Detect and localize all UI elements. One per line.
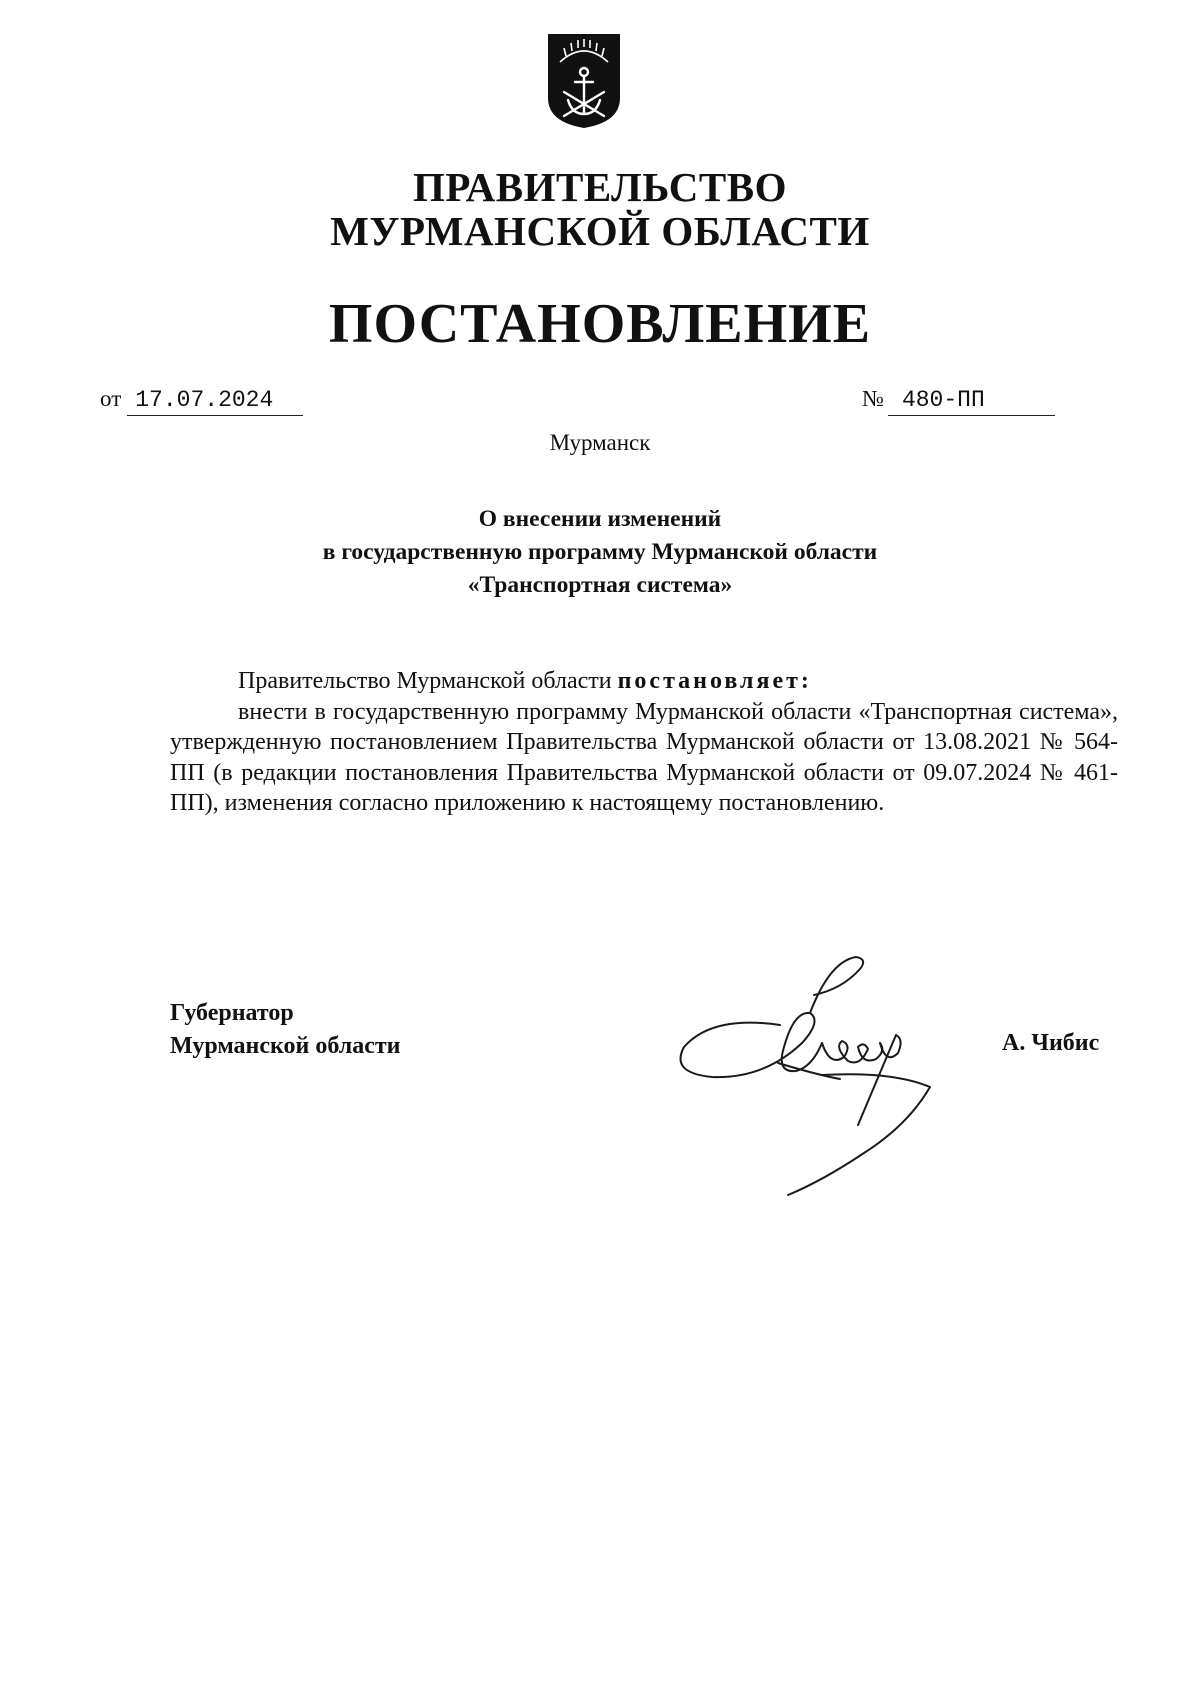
subject-line2: в государственную программу Мурманской области — [322, 539, 878, 565]
body-lead-verb: постановляет: — [617, 668, 812, 694]
document-subject — [0, 503, 1200, 602]
handwritten-signature — [672, 955, 942, 1205]
body-lead — [170, 666, 1118, 697]
body-lead-text: Правительство Мурманской области — [238, 668, 618, 694]
org-title-line2: МУРМАНСКОЙ ОБЛАСТИ — [330, 208, 870, 254]
date-row — [100, 384, 303, 416]
document-type: ПОСТАНОВЛЕНИЕ — [328, 293, 872, 355]
number-value: 480-ПП — [888, 385, 1055, 416]
signatory-position-line2: Мурманской области — [170, 1033, 401, 1059]
subject-line1: О внесении изменений — [478, 506, 722, 532]
date-prefix: от — [100, 386, 122, 411]
org-title-line1: ПРАВИТЕЛЬСТВО — [412, 164, 788, 210]
city: Мурманск — [549, 430, 651, 455]
body-paragraph: внести в государственную программу Мурманской области «Транспортная система», утвержденную постановлением Правительства Мурманской области от 13.08.2021 № 564-ПП (в редакции постановления Правительства Мурманской области от 09.07.2024 № 461-ПП), изменения согласно приложению к настоящему постановлению. — [170, 698, 1118, 816]
signatory-position-line1: Губернатор — [170, 1000, 294, 1026]
number-prefix: № — [862, 386, 884, 411]
date-value: 17.07.2024 — [127, 385, 303, 416]
document-body — [170, 666, 1118, 819]
number-row — [862, 384, 1055, 416]
coat-of-arms-icon — [546, 32, 622, 130]
subject-line3: «Транспортная система» — [467, 572, 733, 598]
signatory-name: А. Чибис — [1002, 1030, 1100, 1056]
signatory-position — [170, 997, 400, 1063]
